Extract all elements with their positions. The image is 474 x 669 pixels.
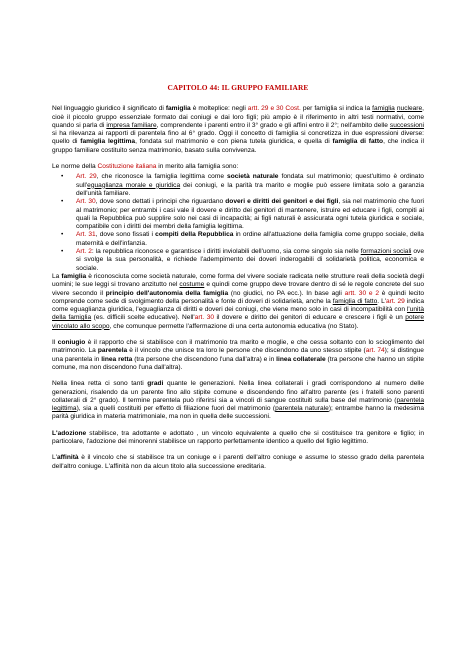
affinita-paragraph xyxy=(52,454,424,471)
p5-text: ); entrambe hanno la medesima parità giuridica in materia matrimoniale, ma non in quella delle successioni. xyxy=(52,405,424,421)
term-famiglia-underlined: famiglia xyxy=(372,105,395,113)
coniugio-paragraph xyxy=(52,339,424,372)
intro-text: è molteplice: negli xyxy=(190,105,248,113)
term-nucleare: nucleare xyxy=(396,105,423,113)
intro-text: , fondata sul matrimonio e con piena tutela giuridica, e quella di xyxy=(135,138,333,146)
bullet-icon: • xyxy=(61,173,64,181)
ref-art-2: Art. 2 xyxy=(76,248,92,256)
p3-text: (es. difficili scelte educative). Nell' xyxy=(91,314,195,322)
intro-text: , cioè il piccolo gruppo essenziale formato dai coniugi e dai loro figli; più ampio è il riferimento in altri testi normativi, come quando si parla di xyxy=(52,105,424,129)
p3-text: . L' xyxy=(377,297,387,305)
term-costume: costume xyxy=(179,281,205,289)
norme-text: Le norme della xyxy=(52,163,98,171)
ref-costituzione: Costituzione italiana xyxy=(97,163,157,171)
p3-text: il dovere e diritto dei genitori di educare e crescere i figli è un xyxy=(214,314,406,322)
term-potere-vincolato: potere vincolato allo scopo xyxy=(52,314,424,330)
ref-artt-30-2: artt. 30 e 2 xyxy=(344,289,380,297)
term-parentela-naturale: parentela naturale xyxy=(275,405,329,413)
term-coniugio: coniugio xyxy=(57,339,86,347)
norme-text: in merito alla famiglia sono: xyxy=(156,163,239,171)
list-text: , dove sono dettati i principi che riguardano xyxy=(95,198,226,206)
intro-text: Nel linguaggio giuridico il significato di xyxy=(52,105,166,113)
p3-text: La xyxy=(52,272,62,280)
term-doveri-diritti: doveri e diritti dei genitori e dei figli xyxy=(225,198,339,206)
ref-art-30: Art. 30 xyxy=(76,198,96,206)
bullet-icon: • xyxy=(61,231,64,239)
intro-text: , che indica il gruppo familiare costituito senza matrimonio, basato sulla convivenza. xyxy=(52,138,424,154)
p4-text: ); si distingue una parentela in xyxy=(52,347,424,363)
intro-paragraph xyxy=(52,105,424,155)
intro-text: si ha rilevanza ai rapporti di parentela fino al 6° grado. Oggi il concetto di famiglia si concretizza in due espressioni diverse: quello di xyxy=(52,130,424,146)
ref-art-31: Art. 31 xyxy=(76,231,96,239)
p6-text: stabilisce, tra adottante e adottato , un vincolo equivalente a quello che si costituisce tra genitore e figlio; in particolare, l'adozione dei minorenni stabilisce un rapporto perfettamente identico a quello del figlio legittimo. xyxy=(52,429,424,445)
term-famiglia: famiglia xyxy=(165,105,191,113)
list-text: dei coniugi, e la parità tra marito e moglie può essere limitata solo a garanzia dell'unità familiare. xyxy=(76,181,425,197)
p5-text: Nella linea retta ci sono tanti xyxy=(52,380,148,388)
list-item-art-2 xyxy=(52,248,424,273)
famiglia-paragraph xyxy=(52,273,424,331)
p3-text: è quindi lecito comprende come sede di svolgimento della personalità e fonte di doveri di solidarietà, anche la xyxy=(52,289,424,305)
gradi-paragraph xyxy=(52,380,424,421)
p5-text: ), sia a quelli costituiti per effetto di filiazione fuori del matrimonio ( xyxy=(76,405,276,413)
articles-list xyxy=(52,173,424,273)
p3-text: e quindi come gruppo deve trovare dentro di sé le regole concrete del suo vivere secondo il xyxy=(52,281,424,297)
ref-art-30: art. 30 xyxy=(194,314,215,322)
list-text: ove si svolge la sua personalità, e richiede l'adempimento dei doveri inderogabili di solidarietà politica, economica e sociale. xyxy=(76,248,424,272)
p4-text: è il vincolo che unisce tra loro le persone che discendono da uno stesso stipite ( xyxy=(127,347,366,355)
term-parentela-legittima: parentela legittima xyxy=(52,396,424,413)
intro-text: per famiglia si indica la xyxy=(300,105,373,113)
list-text: fondata sul matrimonio; quest'ultimo è ordinato sull' xyxy=(76,173,424,189)
term-principio-autonomia: principio dell'autonomia della famiglia xyxy=(105,289,229,297)
list-text: in ordine all'attuazione della famiglia come gruppo sociale, della maternità e dell'infanzia. xyxy=(76,231,424,247)
bullet-icon: • xyxy=(61,248,64,256)
p3-text: è riconosciuta come società naturale, come forma del vivere sociale radicata nelle strutture reali della società degli uomini; le sue leggi si trovano anzitutto nel xyxy=(52,272,424,289)
ref-art-74: art. 74 xyxy=(365,347,385,355)
p3-text: , che comunque permette l'affermazione di una certa autonomia educativa (no Stato). xyxy=(109,322,359,330)
p3-text: (no giudici, no PA ecc.). In base agli xyxy=(228,289,345,297)
term-unita-famiglia: l'unità della famiglia xyxy=(52,306,424,322)
list-text: , che riconosce la famiglia legittima come xyxy=(96,173,228,181)
norme-intro xyxy=(52,163,424,171)
document-content xyxy=(52,84,424,479)
ref-art-29: art. 29 xyxy=(386,297,405,305)
p7-text: L' xyxy=(52,454,57,462)
list-item-art-31 xyxy=(52,231,424,248)
term-linea-collaterale: linea collaterale xyxy=(276,355,326,363)
term-parentela: parentela xyxy=(97,347,128,355)
p4-text: Il xyxy=(52,339,58,347)
term-famiglia-di-fatto: famiglia di fatto xyxy=(332,138,384,146)
term-famiglia-legittima: famiglia legittima xyxy=(80,138,136,146)
p4-text: è il rapporto che si stabilisce con il matrimonio tra marito e moglie, e che cessa soltanto con lo scioglimento del matrimonio. La xyxy=(52,339,424,355)
term-famiglia-di-fatto: famiglia di fatto xyxy=(332,297,378,305)
bullet-icon: • xyxy=(61,198,64,206)
p4-text: (tra persone che hanno un stipite comune, ma non discendono l'una dall'altra). xyxy=(52,355,424,371)
list-text: , sia nel matrimonio che fuori al matrimonio; per entrambi i casi vale il dovere e diritto dei genitori di mantenere, istruire ed educare i figli, compiti ai quali la Repubblica può supplire solo nei casi di incapacità; ai figli naturali è assicurata ogni tutela giuridica e sociale, compatibile con i diritti dei membri della famiglia legittima. xyxy=(76,198,424,231)
adozione-paragraph xyxy=(52,430,424,447)
list-text: , dove sono fissati i xyxy=(95,231,156,239)
term-successioni: successioni xyxy=(389,121,424,129)
list-text: : la repubblica riconosce e garantisce i diritti inviolabili dell'uomo, sia come singolo sia nelle xyxy=(91,248,361,256)
term-compiti-repubblica: compiti della Repubblica xyxy=(155,231,234,239)
term-impresa-familiare: impresa familiare xyxy=(106,121,157,129)
intro-text: , comprendente i parenti entro il 3° grado e gli affini entro il 2°; nell'ambito delle xyxy=(156,121,390,129)
term-formazioni-sociali: formazioni sociali xyxy=(360,248,412,256)
list-item-art-30 xyxy=(52,198,424,231)
p4-text: (tra persone che discendono l'una dall'altra) e in xyxy=(132,355,277,363)
term-eguaglianza: eguaglianza morale e giuridica xyxy=(87,181,181,189)
term-linea-retta: linea retta xyxy=(101,355,133,363)
term-societa-naturale: società naturale xyxy=(227,173,279,181)
ref-art-29: Art. 29 xyxy=(76,173,97,181)
term-famiglia: famiglia xyxy=(61,272,87,280)
list-item-art-29 xyxy=(52,173,424,198)
term-affinita: affinità xyxy=(56,454,79,462)
term-adozione: L'adozione xyxy=(52,429,87,437)
p7-text: è il vincolo che si stabilisce tra un coniuge e i parenti dell'altro coniuge e assume lo stesso grado della parentela dell'altro coniuge. L'affinità non da alcun titolo alla successione ereditaria. xyxy=(52,454,424,470)
p3-text: indica come eguaglianza giuridica, l'eguaglianza di diritti e doveri dei coniugi, che viene meno solo in casi di incompatibilità con xyxy=(52,297,425,314)
term-gradi: gradi xyxy=(147,380,164,388)
ref-artt-29-30: artt. 29 e 30 Cost. xyxy=(247,105,301,113)
chapter-title: CAPITOLO 44: IL GRUPPO FAMILIARE xyxy=(167,83,309,92)
p5-text: quante le generazioni. Nella linea collaterali i gradi corrispondono al numero delle generazioni, risalendo da un parente fino allo stipite comune e discendendo fino all'altro parente (es i fratelli sono parenti collaterali di 2° grado). Il termine parentela può riferirsi sia a vincoli di sangue costituiti sulla base del matrimonio ( xyxy=(52,380,424,404)
